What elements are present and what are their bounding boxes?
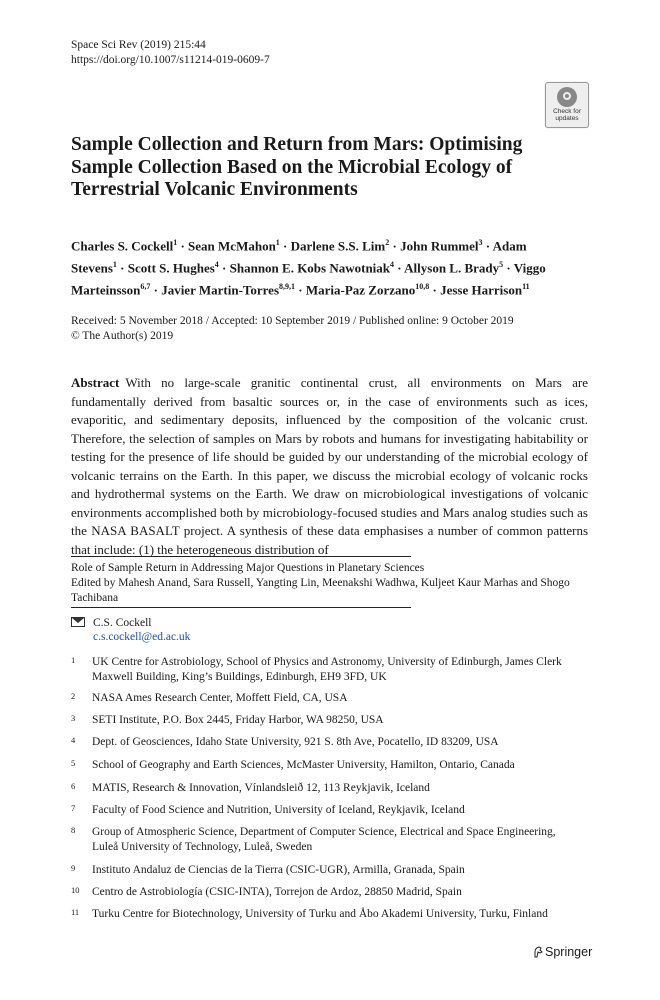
author-name: Viggo Marteinsson [71, 260, 546, 297]
journal-header [71, 38, 270, 68]
affiliation-number: 4 [71, 735, 76, 745]
affiliation-text: Centro de Astrobiología (CSIC-INTA), Torrejon de Ardoz, 28850 Madrid, Spain [92, 886, 462, 898]
badge-line-1: Check for [553, 108, 581, 115]
collection-footnote [71, 561, 591, 606]
journal-citation: Space Sci Rev (2019) 215:44 [71, 39, 206, 51]
affiliation-number: 8 [71, 825, 76, 835]
publisher-logo [533, 945, 592, 959]
author-affiliation-sup: 3 [478, 238, 483, 247]
publication-dates [71, 314, 514, 344]
affiliation-number: 11 [71, 907, 80, 917]
collection-editors: Edited by Mahesh Anand, Sara Russell, Yangting Lin, Meenakshi Wadhwa, Kuljeet Kaur Marhas and Shogo Tachibana [71, 577, 570, 604]
author-affiliation-sup: 5 [499, 259, 504, 269]
affiliation-text: Turku Centre for Biotechnology, University of Turku and Åbo Akademi University, Turku, Finland [92, 908, 548, 920]
author-affiliation-sup: 8,9,1 [279, 281, 296, 291]
author-separator: · [116, 260, 128, 276]
author-name: Charles S. Cockell [71, 238, 174, 254]
affiliation-text: MATIS, Research & Innovation, Vínlandsleið 12, 113 Reykjavik, Iceland [92, 782, 430, 794]
author-name: John Rummel [400, 238, 479, 254]
author-separator: · [279, 238, 291, 254]
collection-title: Role of Sample Return in Addressing Major Questions in Planetary Sciences [71, 562, 425, 574]
affiliation-number: 2 [71, 691, 76, 701]
email-link[interactable]: c.s.cockell@ed.ac.uk [93, 631, 191, 643]
author-separator: · [503, 260, 514, 276]
dates-line: Received: 5 November 2018 / Accepted: 10 September 2019 / Published online: 9 October 2019 [71, 315, 514, 327]
check-for-updates-badge[interactable] [545, 82, 589, 128]
envelope-icon [71, 617, 85, 627]
author-name: Scott S. Hughes [127, 260, 215, 276]
author-name: Shannon E. Kobs Nawotniak [229, 260, 391, 276]
author-separator: · [295, 281, 306, 297]
author-separator: · [482, 238, 493, 254]
springer-horse-icon [533, 946, 543, 958]
affiliation-text: UK Centre for Astrobiology, School of Physics and Astronomy, University of Edinburgh, James Clerk Maxwell Building, King’s Buildings, Edinburgh, EH9 3FD, UK [92, 656, 562, 683]
author-name: Javier Martin-Torres [161, 281, 280, 297]
affiliation-text: SETI Institute, P.O. Box 2445, Friday Harbor, WA 98250, USA [92, 714, 384, 726]
affiliation-text: Faculty of Food Science and Nutrition, University of Iceland, Reykjavik, Iceland [92, 804, 465, 816]
author-affiliation-sup: 1 [275, 238, 280, 247]
author-separator: · [389, 238, 401, 254]
author-name: Allyson L. Brady [404, 260, 500, 276]
abstract [71, 374, 588, 559]
abstract-text: With no large-scale granitic continental crust, all environments on Mars are fundamentally derived from basaltic sources or, in the case of environments such as ices, evaporitic, and sedimentary deposits, influenced by the composition of the volcanic crust. Therefore, the selection of samples on Mars by robots and humans for investigating habitability or testing for the presence of life should be guided by our understanding of the microbial ecology of volcanic terrains on the Earth. In this paper, we discuss the microbial ecology of volcanic rocks and hydrothermal systems on the Earth. We draw on microbiological investigations of volcanic environments accomplished both by microbiology-focused studies and Mars analog studies such as the NASA BASALT project. A synthesis of these data emphasises a number of common patterns that include: (1) the heterogeneous distribution of [71, 375, 588, 557]
doi-link[interactable]: https://doi.org/10.1007/s11214-019-0609-7 [71, 54, 270, 66]
affiliation-text: NASA Ames Research Center, Moffett Field, CA, USA [92, 692, 348, 704]
article-title: Sample Collection and Return from Mars: Optimising Sample Collection Based on the Microbial Ecology of Terrestrial Volcanic Environments [71, 134, 523, 200]
author-separator: · [394, 260, 405, 276]
badge-line-2: updates [555, 115, 579, 122]
author-separator: · [218, 260, 230, 276]
author-affiliation-sup: 1 [173, 238, 178, 247]
corresponding-author: C.S. Cockell [93, 617, 152, 629]
affiliation-text: School of Geography and Earth Sciences, McMaster University, Hamilton, Ontario, Canada [92, 759, 515, 771]
affiliation-number: 10 [71, 885, 80, 895]
author-separator: · [150, 281, 162, 297]
copyright-line: © The Author(s) 2019 [71, 330, 174, 342]
author-name: Adam Stevens [71, 238, 527, 276]
author-affiliation-sup: 6,7 [140, 281, 151, 291]
author-name: Maria-Paz Zorzano [305, 281, 416, 297]
author-affiliation-sup: 4 [390, 259, 395, 269]
affiliation-number: 5 [71, 758, 76, 768]
author-affiliation-sup: 2 [385, 238, 390, 247]
author-affiliation-sup: 4 [214, 259, 219, 269]
affiliation-divider [71, 607, 411, 608]
author-separator: · [429, 281, 441, 297]
author-affiliation-sup: 1 [112, 259, 117, 269]
crossmark-icon [557, 87, 577, 107]
author-name: Sean McMahon [188, 238, 276, 254]
author-affiliation-sup: 10,8 [415, 281, 430, 291]
author-affiliation-sup: 11 [522, 281, 530, 291]
affiliation-number: 3 [71, 713, 76, 723]
author-name: Darlene S.S. Lim [290, 238, 386, 254]
affiliation-number: 7 [71, 803, 76, 813]
affiliation-number: 1 [71, 655, 76, 665]
footnote-divider [71, 556, 411, 557]
affiliation-number: 6 [71, 781, 76, 791]
affiliation-text: Dept. of Geosciences, Idaho State University, 921 S. 8th Ave, Pocatello, ID 83209, USA [92, 736, 499, 748]
abstract-label: Abstract [71, 375, 120, 390]
author-separator: · [177, 238, 189, 254]
author-list [71, 234, 571, 299]
publisher-name: Springer [545, 945, 593, 959]
author-name: Jesse Harrison [440, 281, 523, 297]
affiliation-text: Group of Atmospheric Science, Department of Computer Science, Electrical and Space Engineering, Luleå University of Technology, Luleå, Sweden [92, 826, 556, 853]
affiliation-text: Instituto Andaluz de Ciencias de la Tierra (CSIC-UGR), Armilla, Granada, Spain [92, 864, 465, 876]
affiliation-number: 9 [71, 863, 76, 873]
